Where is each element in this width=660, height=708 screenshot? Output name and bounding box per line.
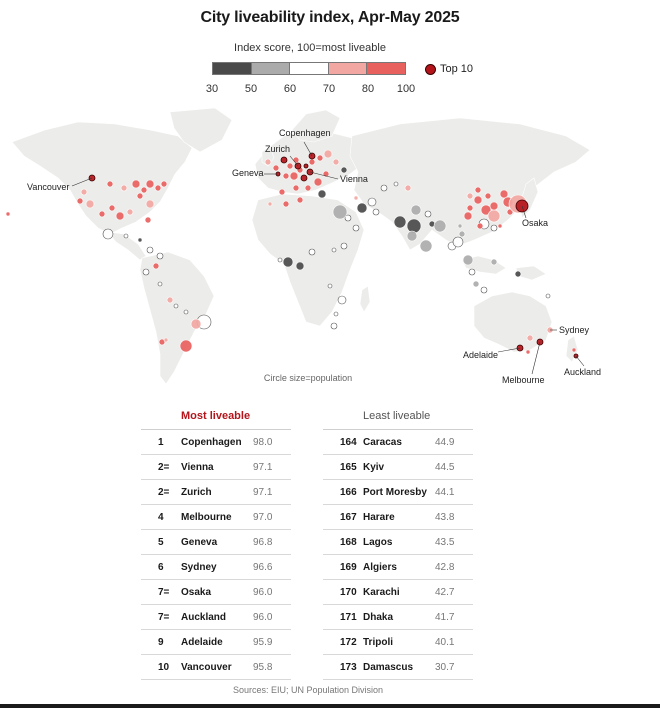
city-bubble	[293, 185, 299, 191]
row-rank: 170	[340, 586, 357, 598]
most-liveable-rows	[141, 429, 291, 680]
row-city: Melbourne	[181, 511, 232, 523]
table-row	[141, 455, 291, 480]
city-bubble	[474, 196, 482, 204]
city-bubble	[132, 180, 140, 188]
city-bubble	[86, 200, 94, 208]
city-bubble	[477, 223, 483, 229]
city-bubble	[317, 155, 323, 161]
city-bubble	[99, 211, 105, 217]
city-bubble	[328, 284, 332, 288]
city-bubble	[333, 205, 347, 219]
table-row	[141, 555, 291, 580]
city-bubble	[155, 185, 161, 191]
row-city: Adelaide	[181, 636, 223, 648]
city-bubble	[500, 190, 508, 198]
row-rank: 2=	[158, 486, 170, 498]
scale-tick-label: 100	[396, 83, 416, 95]
row-rank: 167	[340, 511, 357, 523]
city-bubble	[124, 234, 128, 238]
row-score: 40.1	[435, 636, 455, 648]
city-bubble	[407, 219, 421, 233]
city-bubble	[174, 304, 178, 308]
table-row	[141, 530, 291, 555]
city-bubble	[146, 200, 154, 208]
row-city: Lagos	[363, 536, 393, 548]
city-bubble	[141, 187, 147, 193]
row-rank: 172	[340, 636, 357, 648]
row-city: Damascus	[363, 661, 414, 673]
city-bubble	[287, 163, 293, 169]
scale-tick-label: 70	[322, 83, 336, 95]
city-bubble	[297, 197, 303, 203]
row-score: 44.9	[435, 436, 455, 448]
city-bubble	[473, 281, 479, 287]
city-bubble	[324, 150, 332, 158]
city-bubble	[309, 249, 315, 255]
city-bubble	[498, 224, 502, 228]
row-city: Port Moresby	[363, 486, 427, 498]
row-city: Algiers	[363, 561, 397, 573]
city-bubble	[394, 182, 398, 186]
row-city: Vienna	[181, 461, 214, 473]
row-score: 43.5	[435, 536, 455, 548]
row-rank: 173	[340, 661, 357, 673]
row-score: 41.7	[435, 611, 455, 623]
map-city-label: Copenhagen	[279, 128, 331, 138]
row-score: 97.1	[253, 461, 273, 473]
city-bubble	[309, 159, 315, 165]
table-row	[323, 630, 473, 655]
city-bubble	[265, 159, 271, 165]
city-bubble	[475, 187, 481, 193]
table-row	[323, 455, 473, 480]
city-bubble	[143, 269, 149, 275]
land-madagascar	[360, 286, 370, 312]
city-bubble	[368, 198, 376, 206]
least-liveable-rows	[323, 429, 473, 680]
map-city-label: Sydney	[559, 325, 590, 335]
row-rank: 168	[340, 536, 357, 548]
city-bubble	[158, 282, 162, 286]
city-bubble	[145, 217, 151, 223]
table-row	[323, 530, 473, 555]
row-city: Geneva	[181, 536, 218, 548]
row-city: Harare	[363, 511, 395, 523]
city-bubble	[338, 296, 346, 304]
top10-label: Top 10	[440, 63, 474, 75]
city-bubble	[334, 312, 338, 316]
city-bubble	[180, 340, 192, 352]
scale-bin	[329, 63, 368, 74]
row-rank: 4	[158, 511, 164, 523]
row-score: 42.8	[435, 561, 455, 573]
row-city: Auckland	[181, 611, 227, 623]
row-rank: 165	[340, 461, 357, 473]
table-row	[323, 430, 473, 455]
city-bubble	[127, 209, 133, 215]
row-score: 95.9	[253, 636, 273, 648]
table-row	[141, 605, 291, 630]
city-bubble	[332, 248, 336, 252]
map-city-label: Geneva	[232, 168, 264, 178]
city-bubble	[394, 216, 406, 228]
city-bubble	[341, 167, 347, 173]
row-rank: 1	[158, 436, 164, 448]
city-bubble	[464, 212, 472, 220]
city-bubble	[318, 190, 326, 198]
top10-dot-icon	[425, 64, 436, 75]
scale-tick-label: 30	[205, 83, 219, 95]
row-city: Caracas	[363, 436, 402, 448]
bottom-rule	[0, 704, 660, 708]
city-bubble	[481, 287, 487, 293]
row-rank: 5	[158, 536, 164, 548]
map-city-label: Adelaide	[463, 350, 499, 360]
table-row	[141, 505, 291, 530]
city-bubble	[488, 210, 500, 222]
city-bubble	[333, 159, 339, 165]
table-row	[323, 480, 473, 505]
row-rank: 6	[158, 561, 164, 573]
row-score: 95.8	[253, 661, 273, 673]
city-bubble	[103, 229, 113, 239]
row-city: Zurich	[181, 486, 212, 498]
row-city: Karachi	[363, 586, 400, 598]
table-row	[323, 555, 473, 580]
city-bubble	[490, 202, 498, 210]
scale-bin	[290, 63, 329, 74]
city-bubble	[278, 258, 282, 262]
row-rank: 169	[340, 561, 357, 573]
city-bubble	[491, 225, 497, 231]
city-bubble	[137, 193, 143, 199]
scale-bin	[367, 63, 405, 74]
map-city-label: Vienna	[340, 174, 368, 184]
most-liveable-heading: Most liveable	[181, 410, 251, 422]
table-row	[141, 430, 291, 455]
row-score: 44.5	[435, 461, 455, 473]
row-score: 43.8	[435, 511, 455, 523]
city-bubble	[314, 178, 322, 186]
city-bubble	[305, 185, 311, 191]
city-bubble	[164, 338, 168, 342]
city-bubble	[420, 240, 432, 252]
row-score: 97.1	[253, 486, 273, 498]
city-bubble	[434, 220, 446, 232]
label-leader-line	[576, 356, 584, 366]
city-bubble	[515, 271, 521, 277]
row-rank: 7=	[158, 611, 170, 623]
city-bubble	[138, 238, 142, 242]
scale-tick-label: 50	[244, 83, 258, 95]
city-bubble	[381, 185, 387, 191]
city-bubble	[290, 172, 298, 180]
row-city: Tripoli	[363, 636, 393, 648]
city-bubble	[453, 237, 463, 247]
row-city: Kyiv	[363, 461, 385, 473]
row-score: 30.7	[435, 661, 455, 673]
legend-title: Index score, 100=most liveable	[234, 42, 386, 54]
city-bubble	[283, 201, 289, 207]
city-bubble	[467, 193, 473, 199]
city-bubble	[279, 189, 285, 195]
row-score: 96.6	[253, 561, 273, 573]
row-rank: 9	[158, 636, 164, 648]
row-rank: 164	[340, 436, 357, 448]
row-score: 96.8	[253, 536, 273, 548]
row-city: Osaka	[181, 586, 212, 598]
row-score: 44.1	[435, 486, 455, 498]
row-rank: 2=	[158, 461, 170, 473]
most-liveable-table	[141, 410, 291, 680]
city-bubble	[283, 173, 289, 179]
city-bubble	[546, 294, 550, 298]
city-bubble	[463, 255, 473, 265]
city-bubble	[357, 203, 367, 213]
city-bubble	[109, 205, 115, 211]
city-bubble	[121, 185, 127, 191]
table-row	[141, 630, 291, 655]
map-city-label: Osaka	[522, 218, 549, 228]
table-row	[323, 605, 473, 630]
map-city-label: Auckland	[564, 367, 602, 377]
city-bubble	[6, 212, 10, 216]
city-bubble	[77, 198, 83, 204]
table-row	[141, 580, 291, 605]
row-city: Copenhagen	[181, 436, 242, 448]
least-liveable-table	[323, 410, 473, 680]
city-bubble	[296, 262, 304, 270]
row-score: 97.0	[253, 511, 273, 523]
city-bubble	[491, 259, 497, 265]
city-bubble	[283, 257, 293, 267]
city-bubble	[147, 247, 153, 253]
city-bubble	[81, 189, 87, 195]
top10-legend	[425, 63, 473, 75]
city-bubble	[191, 319, 201, 329]
row-city: Vancouver	[181, 661, 232, 673]
city-bubble	[268, 202, 272, 206]
row-score: 42.7	[435, 586, 455, 598]
city-bubble	[153, 263, 159, 269]
city-bubble	[353, 225, 359, 231]
city-bubble	[146, 180, 154, 188]
city-bubble	[354, 196, 358, 200]
table-row	[323, 580, 473, 605]
scale-bin	[252, 63, 291, 74]
land-africa	[252, 194, 364, 326]
city-bubble	[184, 310, 188, 314]
city-bubble	[405, 185, 411, 191]
city-bubble	[425, 211, 431, 217]
top10-city-bubble	[281, 157, 287, 163]
city-bubble	[411, 205, 421, 215]
color-scale	[212, 62, 406, 75]
city-bubble	[469, 269, 475, 275]
city-bubble	[273, 165, 279, 171]
map-city-label: Zurich	[265, 144, 291, 154]
city-bubble	[157, 253, 163, 259]
row-city: Sydney	[181, 561, 217, 573]
city-bubble	[527, 335, 533, 341]
land-asia	[350, 118, 590, 250]
city-bubble	[526, 350, 530, 354]
city-bubble	[167, 297, 173, 303]
table-row	[141, 480, 291, 505]
row-rank: 166	[340, 486, 357, 498]
map-city-label: Melbourne	[502, 375, 545, 385]
row-score: 98.0	[253, 436, 273, 448]
city-bubble	[293, 157, 299, 163]
row-rank: 7=	[158, 586, 170, 598]
city-bubble	[458, 224, 462, 228]
city-bubble	[116, 212, 124, 220]
table-row	[323, 505, 473, 530]
top10-city-bubble	[301, 175, 307, 181]
land-masses	[12, 108, 590, 384]
city-bubble	[107, 181, 113, 187]
circle-size-note: Circle size=population	[263, 373, 353, 383]
city-bubble	[459, 231, 465, 237]
row-rank: 171	[340, 611, 357, 623]
city-bubble	[331, 323, 337, 329]
row-score: 96.0	[253, 586, 273, 598]
map-city-label: Vancouver	[27, 182, 70, 192]
world-map	[0, 100, 616, 390]
city-bubble	[373, 209, 379, 215]
source-note: Sources: EIU; UN Population Division	[232, 685, 384, 695]
city-bubble	[467, 205, 473, 211]
scale-tick-label: 80	[361, 83, 375, 95]
city-bubble	[485, 193, 491, 199]
row-score: 96.0	[253, 611, 273, 623]
city-bubble	[407, 231, 417, 241]
scale-bin	[213, 63, 252, 74]
top10-city-bubble	[304, 164, 308, 168]
chart-title: City liveability index, Apr-May 2025	[200, 9, 460, 26]
least-liveable-heading: Least liveable	[363, 410, 431, 422]
row-city: Dhaka	[363, 611, 394, 623]
scale-tick-label: 60	[283, 83, 297, 95]
city-bubble	[341, 243, 347, 249]
table-row	[141, 655, 291, 680]
city-bubble	[572, 348, 576, 352]
row-rank: 10	[158, 661, 170, 673]
table-row	[323, 655, 473, 680]
city-bubble	[161, 181, 167, 187]
